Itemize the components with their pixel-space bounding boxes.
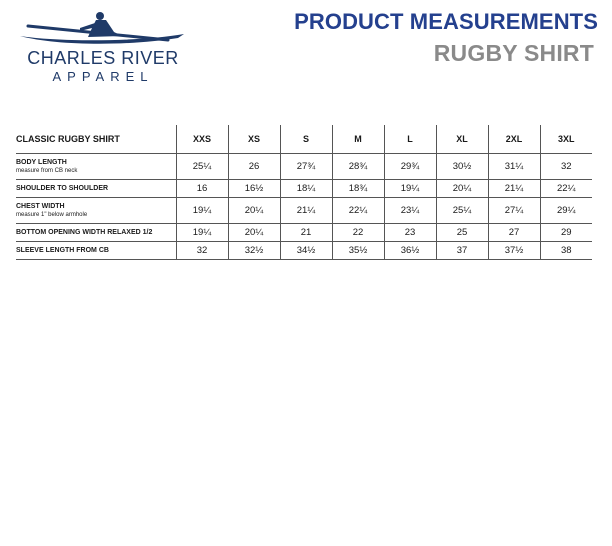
table-cell: 36½: [384, 242, 436, 260]
row-note: measure from CB neck: [16, 168, 78, 174]
row-label: BODY LENGTH measure from CB neck: [16, 154, 176, 180]
table-cell: 31¼: [488, 154, 540, 180]
table-cell: 38: [540, 242, 592, 260]
table-cell: 19¼: [384, 180, 436, 198]
brand-logo: [18, 10, 188, 84]
size-header: 2XL: [488, 125, 540, 154]
table-cell: 21: [280, 224, 332, 242]
table-cell: 22: [332, 224, 384, 242]
row-label: BOTTOM OPENING WIDTH RELAXED 1/2: [16, 224, 176, 242]
row-label: CHEST WIDTH measure 1" below armhole: [16, 198, 176, 224]
size-header: S: [280, 125, 332, 154]
size-header: XS: [228, 125, 280, 154]
table-cell: 25: [436, 224, 488, 242]
table-cell: 16: [176, 180, 228, 198]
table-cell: 21¼: [488, 180, 540, 198]
table-cell: 23¼: [384, 198, 436, 224]
table-header-row: [16, 125, 592, 154]
table-cell: 20¼: [436, 180, 488, 198]
size-header: L: [384, 125, 436, 154]
size-header: M: [332, 125, 384, 154]
page-title: PRODUCT MEASUREMENTS: [294, 9, 598, 34]
table-cell: 22¼: [332, 198, 384, 224]
table-cell: 25¼: [176, 154, 228, 180]
table-cell: 32: [176, 242, 228, 260]
table-heading: CLASSIC RUGBY SHIRT: [16, 125, 176, 154]
brand-subtitle: APPAREL: [52, 69, 154, 84]
table-cell: 22¼: [540, 180, 592, 198]
row-label: SHOULDER TO SHOULDER: [16, 180, 176, 198]
table-cell: 19¼: [176, 224, 228, 242]
table-cell: 32½: [228, 242, 280, 260]
table-cell: 29¾: [384, 154, 436, 180]
size-header: 3XL: [540, 125, 592, 154]
table-cell: 27¾: [280, 154, 332, 180]
table-cell: 28¾: [332, 154, 384, 180]
table-cell: 27¼: [488, 198, 540, 224]
table-row: [16, 154, 592, 180]
table-cell: 35½: [332, 242, 384, 260]
table-row: [16, 242, 592, 260]
table-cell: 18¼: [280, 180, 332, 198]
table-row: [16, 198, 592, 224]
row-label: SLEEVE LENGTH FROM CB: [16, 242, 176, 260]
table-cell: 34½: [280, 242, 332, 260]
rower-icon: [18, 10, 188, 50]
row-note: measure 1" below armhole: [16, 212, 88, 218]
table-cell: 20¼: [228, 224, 280, 242]
table-cell: 21¼: [280, 198, 332, 224]
table-cell: 37: [436, 242, 488, 260]
table-cell: 26: [228, 154, 280, 180]
table-cell: 23: [384, 224, 436, 242]
page-subtitle: RUGBY SHIRT: [433, 40, 594, 66]
measurement-table: [16, 125, 592, 260]
table-cell: 30½: [436, 154, 488, 180]
brand-name: CHARLES RIVER: [27, 48, 179, 68]
table-cell: 18¾: [332, 180, 384, 198]
table-cell: 20¼: [228, 198, 280, 224]
table-cell: 29¼: [540, 198, 592, 224]
table-row: [16, 180, 592, 198]
table-row: [16, 224, 592, 242]
table-cell: 29: [540, 224, 592, 242]
table-cell: 16½: [228, 180, 280, 198]
size-header: XXS: [176, 125, 228, 154]
table-cell: 27: [488, 224, 540, 242]
table-cell: 32: [540, 154, 592, 180]
table-cell: 19¼: [176, 198, 228, 224]
size-header: XL: [436, 125, 488, 154]
table-cell: 25¼: [436, 198, 488, 224]
table-cell: 37½: [488, 242, 540, 260]
